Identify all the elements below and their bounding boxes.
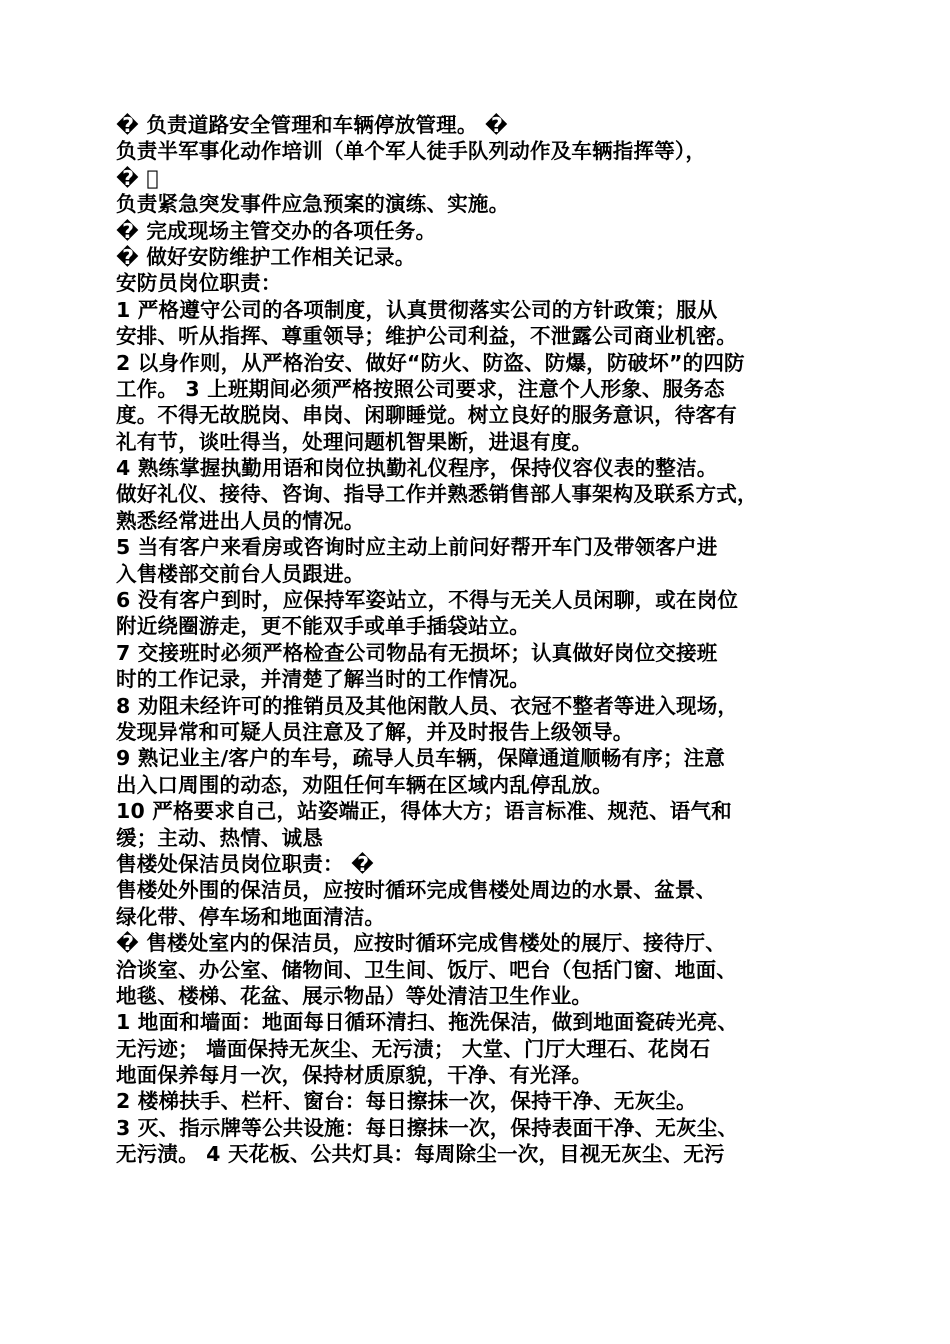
text-line: 度。不得无故脱岗、串岗、闲聊睡觉。树立良好的服务意识，待客有	[116, 403, 737, 428]
text-line: 洽谈室、办公室、储物间、卫生间、饭厅、吧台（包括门窗、地面、	[116, 957, 737, 982]
text-line: 9 熟记业主/客户的车号，疏导人员车辆，保障通道顺畅有序；注意	[116, 746, 726, 771]
text-line: 发现异常和可疑人员注意及了解，并及时报告上级领导。	[116, 719, 634, 744]
text-line: 4 熟练掌握执勤用语和岗位执勤礼仪程序，保持仪容仪表的整洁。	[116, 456, 718, 481]
text-line: 负责紧急突发事件应急预案的演练、实施。	[116, 192, 510, 217]
text-line: 入售楼部交前台人员跟进。	[116, 561, 365, 586]
text-line: 8 劝阻未经许可的推销员及其他闲散人员、衣冠不整者等进入现场，	[116, 693, 739, 718]
text-line: 无污迹； 墙面保持无灰尘、无污渍； 大堂、门厅大理石、花岗石	[116, 1036, 711, 1061]
text-line: � 做好安防维护工作相关记录。	[116, 244, 416, 269]
text-line: 无污渍。 4 天花板、公共灯具：每周除尘一次，目视无灰尘、无污	[116, 1142, 725, 1167]
text-line: 3 灭、指示牌等公共设施：每日擦抹一次，保持表面干净、无灰尘、	[116, 1115, 739, 1140]
text-line: 绿化带、停车场和地面清洁。	[116, 904, 386, 929]
text-line: 1 地面和墙面：地面每日循环清扫、拖洗保洁，做到地面瓷砖光亮、	[116, 1010, 739, 1035]
text-line: 做好礼仪、接待、咨询、指导工作并熟悉销售部人事架构及联系方式，	[116, 482, 758, 507]
text-line: 附近绕圈游走，更不能双手或单手插袋站立。	[116, 614, 530, 639]
text-line: 礼有节，谈吐得当，处理问题机智果断，进退有度。	[116, 429, 593, 454]
text-line: 出入口周围的动态，劝阻任何车辆在区域内乱停乱放。	[116, 772, 613, 797]
text-line: 负责半军事化动作培训（单个军人徒手队列动作及车辆指挥等），	[116, 139, 707, 164]
text-line: �	[116, 165, 140, 190]
text-line: � 负责道路安全管理和车辆停放管理。 �	[116, 113, 508, 137]
text-line: 地面保养每月一次，保持材质原貌，干净、有光泽。	[116, 1063, 593, 1088]
text-line: 5 当有客户来看房或咨询时应主动上前问好帮开车门及带领客户进	[116, 535, 718, 560]
text-line: � 完成现场主管交办的各项任务。	[116, 218, 437, 243]
text-line: 2 以身作则，从严格治安、做好“防火、防盗、防爆，防破坏”的四防	[116, 350, 745, 375]
text-line: 10 严格要求自己，站姿端正，得体大方；语言标准、规范、语气和	[116, 799, 732, 824]
text-line: 缓；主动、热情、诚恳	[116, 825, 323, 850]
text-line: 工作。 3 上班期间必须严格按照公司要求，注意个人形象、服务态	[116, 376, 725, 401]
text-line: 安排、听从指挥、尊重领导；维护公司利益，不泄露公司商业机密。	[116, 324, 737, 349]
section-heading: 安防员岗位职责：	[116, 271, 282, 296]
section-heading: 售楼处保洁员岗位职责： �	[116, 851, 375, 876]
text-line: 2 楼梯扶手、栏杆、窗台：每日擦抹一次，保持干净、无灰尘。	[116, 1089, 697, 1114]
text-line: � 售楼处室内的保洁员，应按时循环完成售楼处的展厅、接待厅、	[116, 931, 726, 956]
document-body	[116, 112, 851, 1168]
text-line: 地毯、楼梯、花盆、展示物品）等处清洁卫生作业。	[116, 983, 593, 1008]
text-line: 时的工作记录，并清楚了解当时的工作情况。	[116, 667, 530, 692]
text-line: 7 交接班时必须严格检查公司物品有无损坏；认真做好岗位交接班	[116, 640, 718, 665]
text-line: 1 严格遵守公司的各项制度，认真贯彻落实公司的方针政策；服从	[116, 297, 718, 322]
text-line: 6 没有客户到时，应保持军姿站立，不得与无关人员闲聊，或在岗位	[116, 588, 739, 613]
text-line: 熟悉经常进出人员的情况。	[116, 508, 365, 533]
text-line: 售楼处外围的保洁员，应按时循环完成售楼处周边的水景、盆景、	[116, 878, 717, 903]
